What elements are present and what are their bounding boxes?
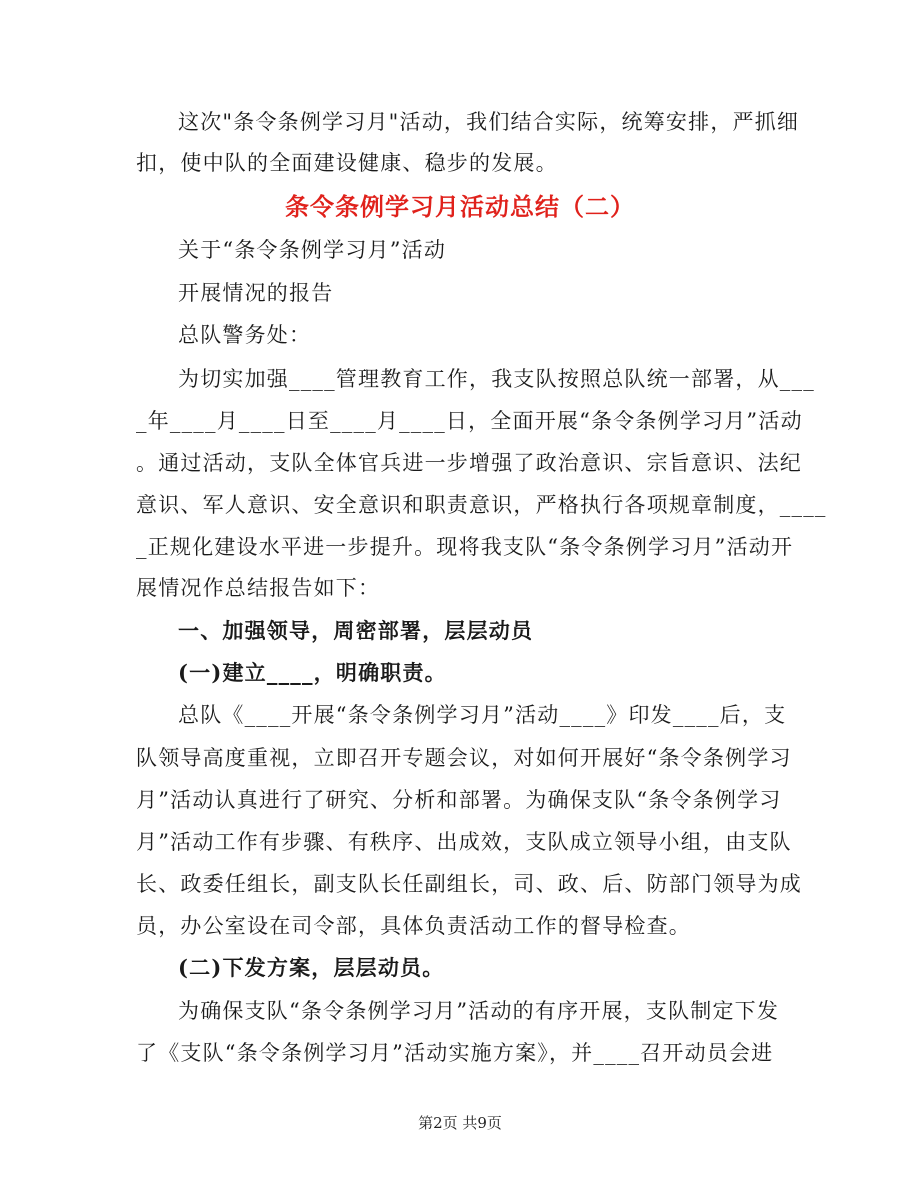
subsection-2-heading: (二)下发方案，层层动员。 xyxy=(178,955,445,980)
section-1-heading: 一、加强领导，周密部署，层层动员 xyxy=(178,618,534,643)
paragraph-2-line-2: 队领导高度重视，立即召开专题会议，对如何开展好“条令条例学习 xyxy=(136,746,792,770)
paragraph-2-line-4: 月”活动工作有步骤、有秩序、出成效，支队成立领导小组，由支队 xyxy=(136,830,792,854)
paragraph-3-line-2: 了《支队“条令条例学习月”活动实施方案》，并____召开动员会进 xyxy=(136,1041,774,1065)
paragraph-2-line-1: 总队《____开展“条令条例学习月”活动____》印发____后，支 xyxy=(178,703,787,727)
page-number-footer: 第2页 共9页 xyxy=(418,1114,502,1132)
heading-line-1: 关于“条令条例学习月”活动 xyxy=(178,238,447,262)
recipient-line: 总队警务处： xyxy=(178,323,312,347)
intro-line-2: 扣，使中队的全面建设健康、稳步的发展。 xyxy=(136,151,558,175)
heading-line-2: 开展情况的报告 xyxy=(178,281,334,305)
document-title: 条令条例学习月活动总结（二） xyxy=(285,192,635,221)
paragraph-1-line-4: 意识、军人意识、安全意识和职责意识，严格执行各项规章制度，____ xyxy=(136,493,827,517)
paragraph-1-line-2: _年____月____日至____月____日，全面开展“条令条例学习月”活动 xyxy=(136,409,803,433)
paragraph-1-line-3: 。通过活动，支队全体官兵进一步增强了政治意识、宗旨意识、法纪 xyxy=(136,451,802,475)
paragraph-2-line-3: 月”活动认真进行了研究、分析和部署。为确保支队“条令条例学习 xyxy=(136,788,782,812)
intro-line-1: 这次"条令条例学习月"活动，我们结合实际，统筹安排，严抓细 xyxy=(178,110,800,134)
paragraph-1-line-1: 为切实加强____管理教育工作，我支队按照总队统一部署，从___ xyxy=(178,367,815,391)
paragraph-1-line-6: 展情况作总结报告如下： xyxy=(136,576,381,600)
paragraph-2-line-5: 长、政委任组长，副支队长任副组长，司、政、后、防部门领导为成 xyxy=(136,872,802,896)
paragraph-1-line-5: _正规化建设水平进一步提升。现将我支队“条令条例学习月”活动开 xyxy=(136,535,794,559)
paragraph-3-line-1: 为确保支队“条令条例学习月”活动的有序开展，支队制定下发 xyxy=(178,999,780,1023)
subsection-1-heading: (一)建立____，明确职责。 xyxy=(178,660,447,685)
paragraph-2-line-6: 员，办公室设在司令部，具体负责活动工作的督导检查。 xyxy=(136,914,691,938)
